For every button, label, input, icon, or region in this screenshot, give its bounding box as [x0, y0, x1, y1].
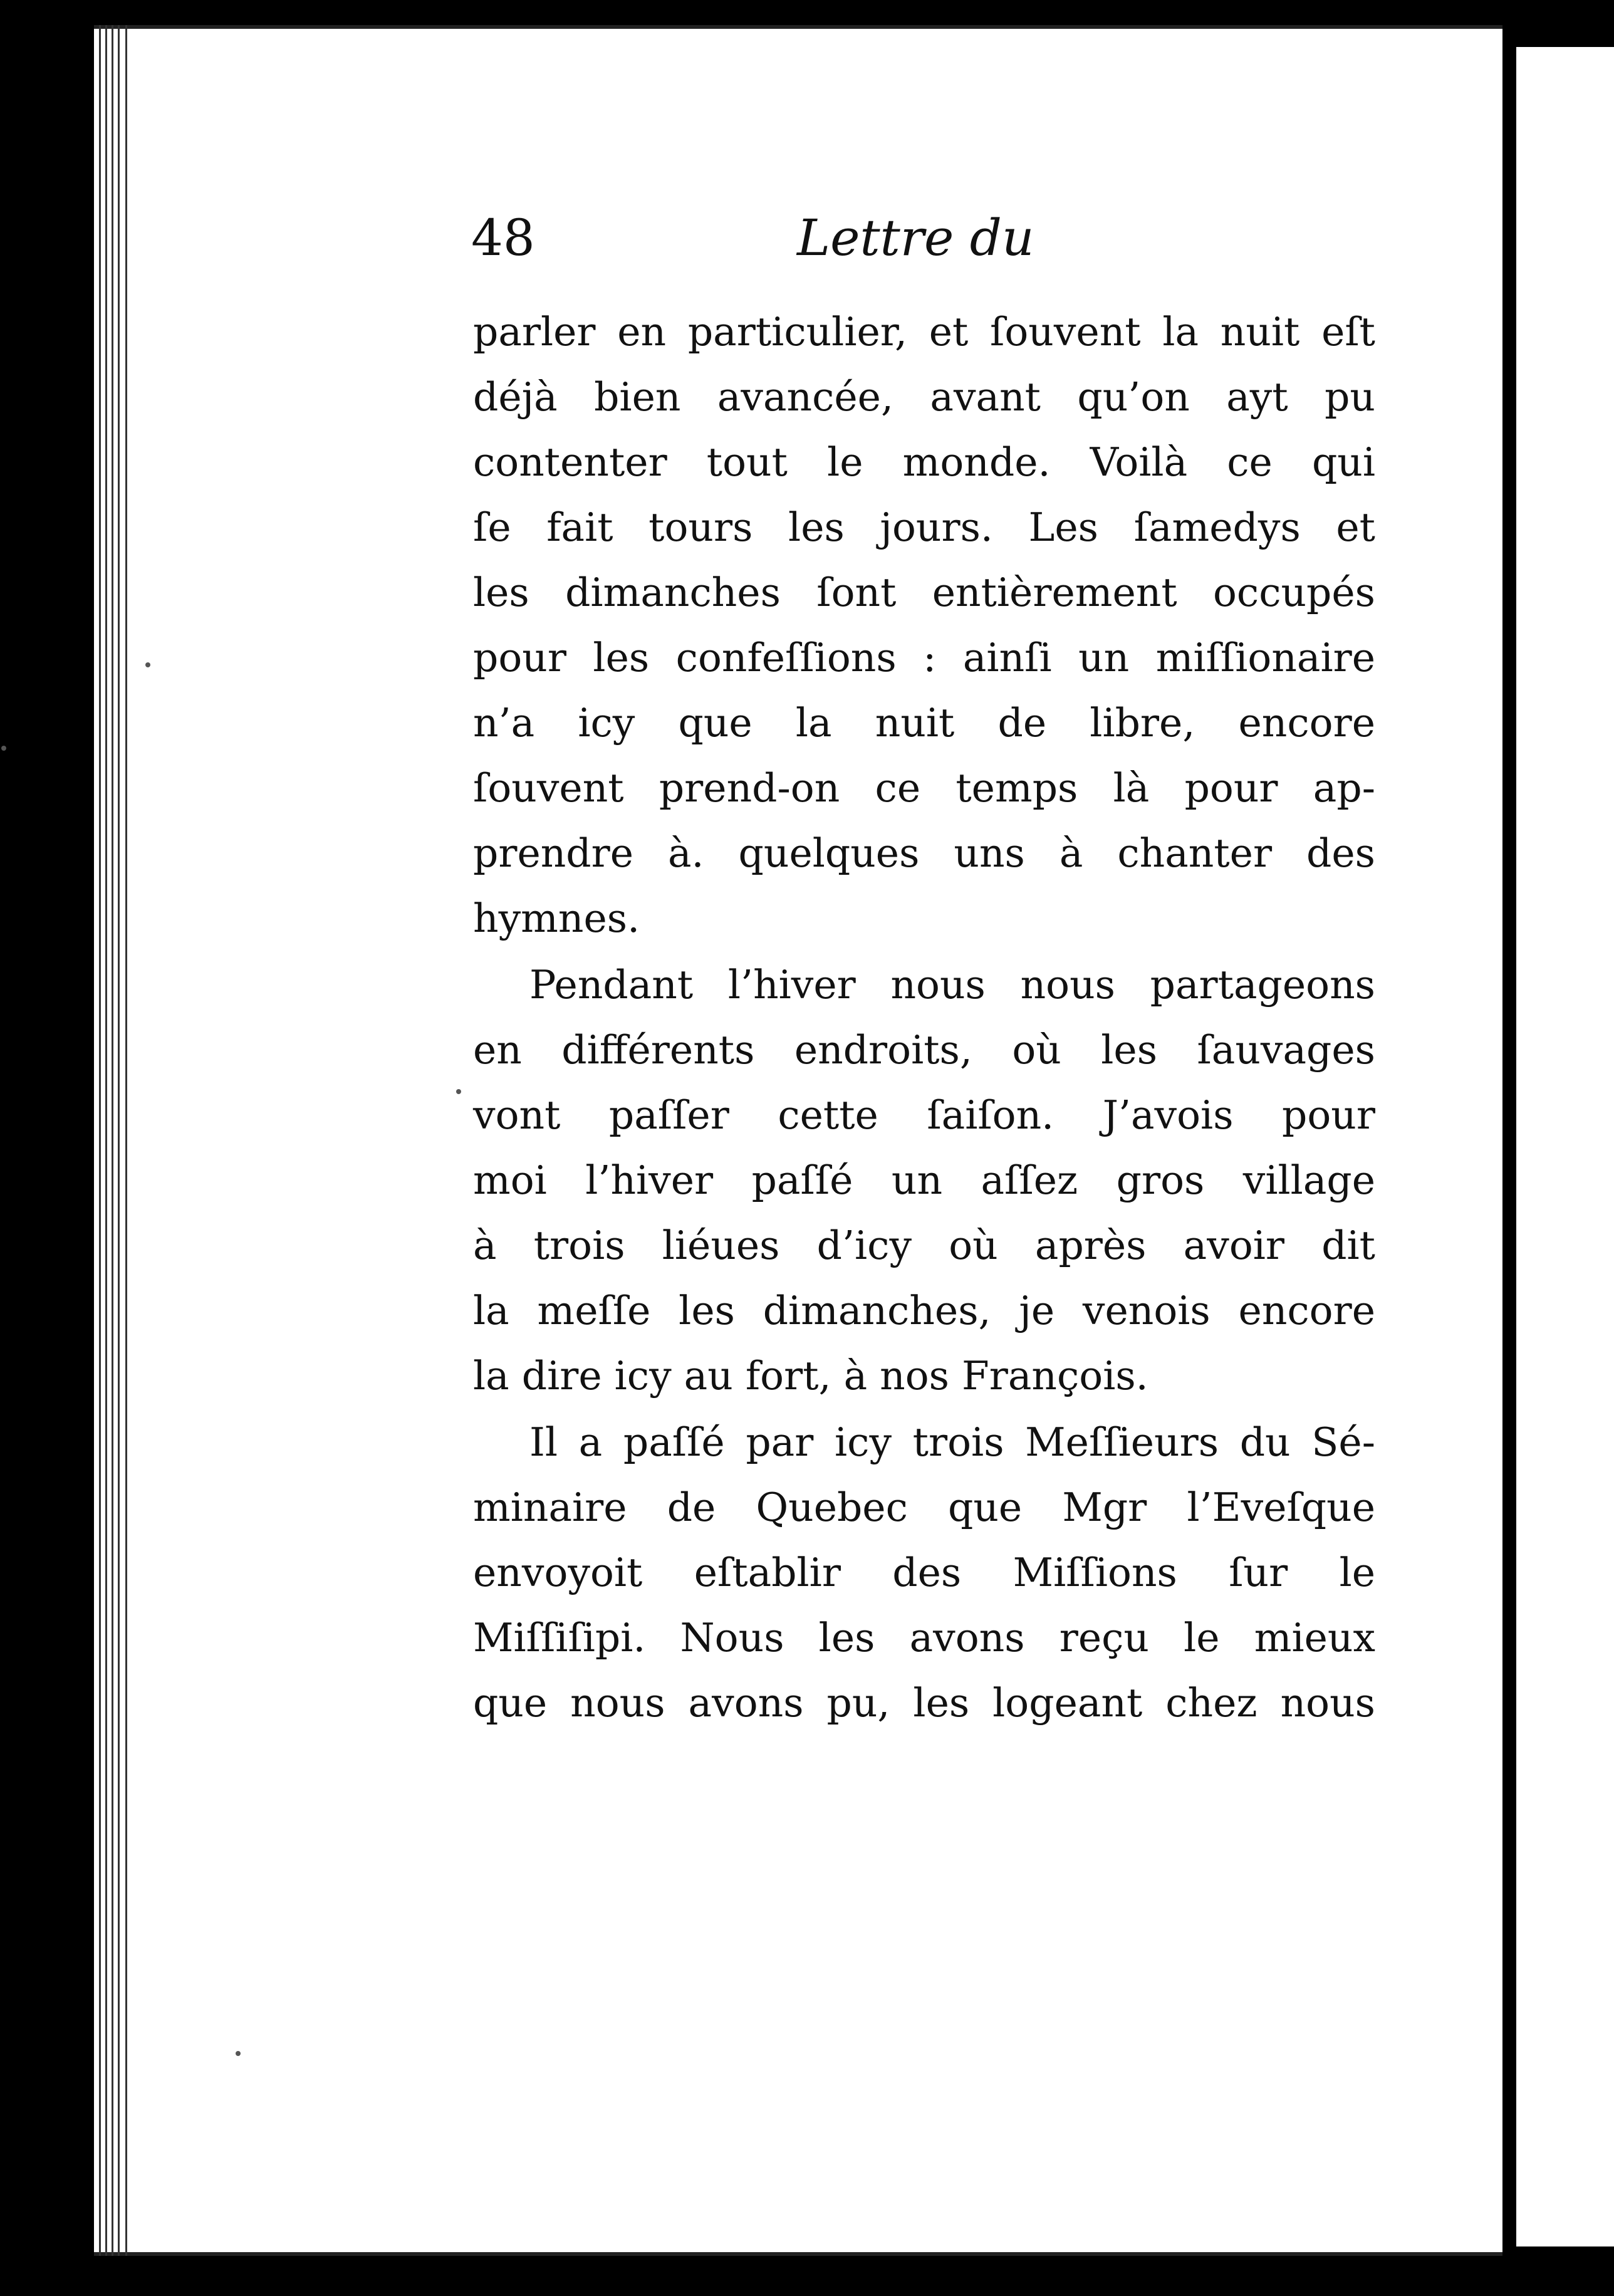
paper-speck	[236, 2051, 241, 2056]
text-line: moi l’hiver paſſé un aſſez gros village	[473, 1157, 1375, 1203]
text-line: en différents endroits, où les ſauvages	[473, 1027, 1375, 1073]
text-line: contenter tout le monde. Voilà ce qui	[473, 439, 1375, 485]
text-line: hymnes.	[473, 895, 640, 941]
text-line: Il a paſſé par icy trois Meſſieurs du Sé-	[529, 1419, 1375, 1465]
text-line: n’a icy que la nuit de libre, encore	[473, 700, 1375, 746]
text-line: la meſſe les dimanches, je venois encore	[473, 1288, 1375, 1333]
body-text	[473, 300, 1375, 1736]
stacked-page-edges	[94, 25, 132, 2256]
page-number: 48	[471, 209, 535, 267]
text-line: ſe fait tours les jours. Les ſamedys et	[473, 504, 1375, 550]
text-line: parler en particulier, et ſouvent la nuit eſt	[473, 309, 1375, 355]
text-line: Miſſiſipi. Nous les avons reçu le mieux	[473, 1615, 1375, 1661]
text-line: prendre à. quelques uns à chanter des	[473, 830, 1375, 876]
text-line: déjà bien avancée, avant qu’on ayt pu	[473, 374, 1375, 420]
text-line: vont paſſer cette ſaiſon. J’avois pour	[473, 1092, 1375, 1138]
text-line: à trois liéues d’icy où après avoir dit	[473, 1223, 1375, 1268]
paper-speck	[145, 662, 150, 667]
text-line: que nous avons pu, les logeant chez nous	[473, 1680, 1375, 1726]
text-line: minaire de Quebec que Mgr l’Eveſque	[473, 1485, 1375, 1530]
running-head: Lettre du	[797, 209, 1034, 267]
text-line: les dimanches ſont entièrement occupés	[473, 570, 1375, 615]
page-top-edge	[94, 25, 1507, 29]
facing-page-edge	[1516, 47, 1614, 2246]
text-line: la dire icy au fort, à nos François.	[473, 1353, 1148, 1399]
paragraph	[473, 300, 1375, 951]
text-line: pour les confeſſions : ainſi un miſſionaire	[473, 635, 1375, 681]
page-bottom-edge	[94, 2252, 1507, 2256]
text-line: envoyoit eſtablir des Miſſions ſur le	[473, 1550, 1375, 1595]
paragraph	[473, 952, 1375, 1409]
text-line: ſouvent prend-on ce temps là pour ap-	[473, 765, 1375, 811]
text-line: Pendant l’hiver nous nous partageons	[529, 962, 1375, 1008]
paper-speck	[1, 746, 6, 751]
page-header	[471, 207, 1373, 276]
paper-speck	[456, 1089, 461, 1094]
paragraph	[473, 1410, 1375, 1736]
